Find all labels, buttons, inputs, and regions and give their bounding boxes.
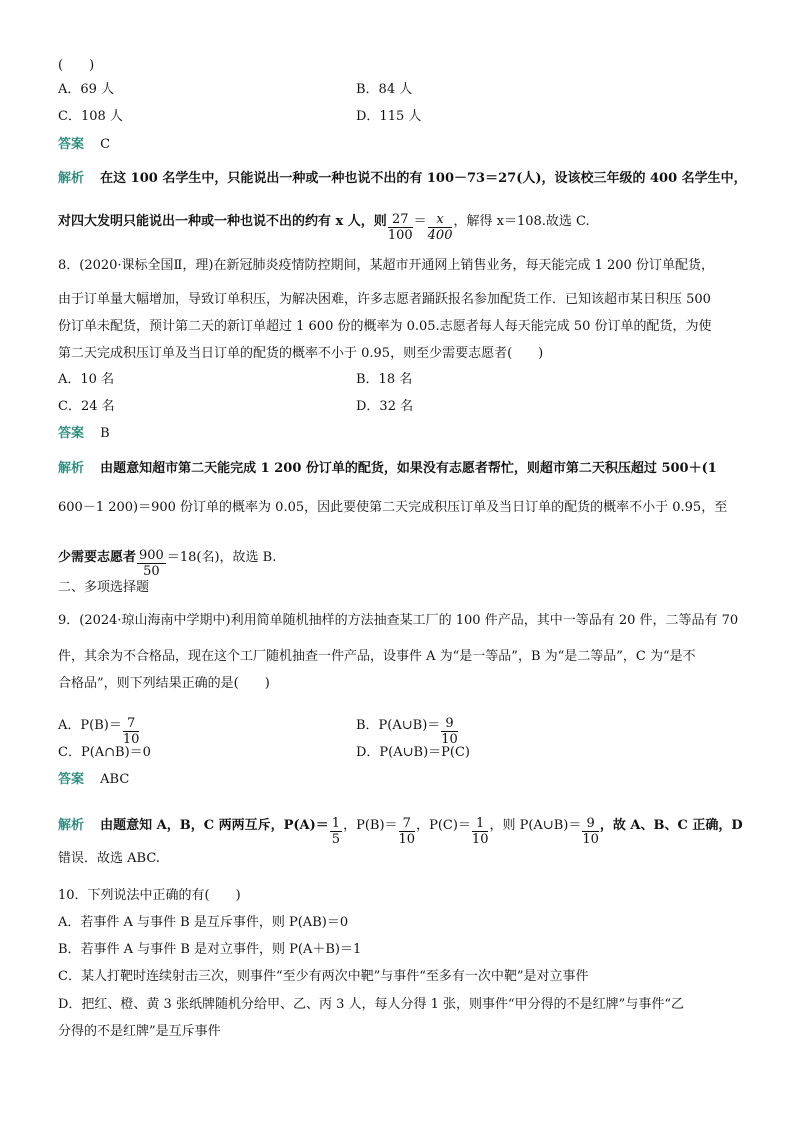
- q9-stem-line3: 合格品”，则下列结果正确的是( ): [58, 676, 270, 691]
- answer-label: 答案: [58, 137, 85, 152]
- fraction: [123, 716, 140, 747]
- solution-label: 解析: [58, 461, 85, 476]
- q8-option-b: B．18 名: [356, 372, 413, 387]
- q8-option-c: C．24 名: [58, 399, 115, 414]
- solution-text: ＝18(名)，故选 B.: [166, 550, 277, 565]
- q8-answer: [58, 426, 110, 442]
- q7-option-b: B．84 人: [356, 82, 413, 97]
- fraction-denominator: 10: [582, 832, 599, 847]
- fraction-denominator: 100: [387, 228, 413, 243]
- solution-text: ，故 A、B、C 正确，D: [599, 818, 743, 833]
- solution-text: 少需要志愿者: [58, 550, 137, 565]
- q7-solution-line1: [58, 171, 747, 187]
- q10-option-d-line1: D．把红、橙、黄 3 张纸牌随机分给甲、乙、丙 3 人，每人分得 1 张，则事件“甲分得的不是红牌”与事件“乙: [58, 997, 684, 1012]
- answer-value: C: [100, 137, 111, 152]
- fraction-numerator: 7: [399, 816, 416, 832]
- solution-text: ，P(C)＝: [416, 818, 471, 833]
- fraction-denominator: 10: [122, 732, 140, 747]
- fraction-numerator: 7: [123, 716, 140, 732]
- fraction-numerator: 9: [582, 816, 599, 832]
- q10-stem: 10．下列说法中正确的有( ): [58, 888, 241, 903]
- fraction-denominator: 5: [331, 832, 341, 847]
- q8-stem-line4: 第二天完成积压订单及当日订单的配货的概率不小于 0.95，则至少需要志愿者( ): [58, 346, 544, 361]
- q8-stem-line3: 份订单未配货，预计第二天的新订单超过 1 600 份的概率为 0.05.志愿者每人每天能完成 50 份订单的配货，为使: [58, 319, 712, 334]
- fraction: [441, 716, 458, 747]
- fraction: [472, 816, 489, 847]
- fraction-numerator: 1: [331, 816, 341, 831]
- solution-text: ，则 P(A∪B)＝: [489, 818, 582, 833]
- solution-text: 对四大发明只能说出一种或一种也说不出的约有 x 人，则: [58, 214, 387, 229]
- q9-stem-line1: 9．(2024·琼山海南中学期中)利用简单随机抽样的方法抽查某工厂的 100 件产品，其中一等品有 20 件，二等品有 70: [58, 613, 739, 628]
- q7-answer: [58, 137, 110, 153]
- fraction: [330, 816, 342, 847]
- q9-option-b: [356, 710, 459, 747]
- q9-option-c: C．P(A∩B)＝0: [58, 745, 151, 760]
- q9-answer: [58, 772, 129, 788]
- fraction: [582, 816, 599, 847]
- section-title: 二、多项选择题: [58, 580, 150, 595]
- option-text: A．P(B)＝: [58, 718, 122, 733]
- fraction: [388, 212, 413, 243]
- equals-sign: ＝: [413, 214, 427, 229]
- solution-text: ，解得 x＝108.故选 C.: [453, 214, 590, 229]
- fraction-denominator: 10: [471, 832, 489, 847]
- solution-text: 由题意知超市第二天能完成 1 200 份订单的配货，如果没有志愿者帮忙，则超市第二天积压超过 500＋(1: [100, 461, 717, 476]
- fraction-denominator: 400: [427, 228, 453, 243]
- q9-stem-line2: 件，其余为不合格品，现在这个工厂随机抽查一件产品，设事件 A 为“是一等品”，B 为“是二等品”，C 为“是不: [58, 649, 696, 664]
- q7-option-d: D．115 人: [356, 109, 422, 124]
- q7-option-c: C．108 人: [58, 109, 123, 124]
- q8-stem-line2: 由于订单量大幅增加，导致订单积压，为解决困难，许多志愿者踊跃报名参加配货工作．已知该超市某日积压 500: [58, 292, 711, 307]
- q7-option-a: A．69 人: [58, 82, 115, 97]
- q8-solution-line1: [58, 461, 717, 477]
- q7-solution-line2: [58, 206, 590, 243]
- fraction: [137, 548, 166, 579]
- q9-solution-line1: [58, 810, 743, 847]
- q10-option-d-line2: 分得的不是红牌”是互斥事件: [58, 1024, 221, 1039]
- fraction-numerator: x: [428, 212, 453, 228]
- fraction-numerator: 900: [139, 548, 164, 563]
- q10-option-b: B．若事件 A 与事件 B 是对立事件，则 P(A＋B)＝1: [58, 942, 362, 957]
- solution-text: ，P(B)＝: [343, 818, 398, 833]
- fraction: [399, 816, 416, 847]
- q10-option-c: C．某人打靶时连续射击三次，则事件“至少有两次中靶”与事件“至多有一次中靶”是对立事件: [58, 969, 589, 984]
- answer-label: 答案: [58, 772, 85, 787]
- q8-stem-line1: 8．(2020·课标全国Ⅱ，理)在新冠肺炎疫情防控期间，某超市开通网上销售业务，每天能完成 1 200 份订单配货，: [58, 258, 714, 273]
- q10-option-a: A．若事件 A 与事件 B 是互斥事件，则 P(AB)＝0: [58, 915, 349, 930]
- solution-text: 在这 100 名学生中，只能说出一种或一种也说不出的有 100－73＝27(人)，设该校三年级的 400 名学生中，: [100, 171, 747, 186]
- q8-solution-line2: 600－1 200)＝900 份订单的概率为 0.05，因此要使第二天完成积压订单及当日订单的配货的概率不小于 0.95，至: [58, 500, 728, 515]
- q9-solution-line2: 错误．故选 ABC.: [58, 851, 160, 866]
- q9-option-d: D．P(A∪B)＝P(C): [356, 745, 470, 760]
- fraction-denominator: 10: [398, 832, 416, 847]
- q8-solution-line3: [58, 542, 277, 579]
- solution-label: 解析: [58, 171, 85, 186]
- fraction-denominator: 50: [143, 564, 160, 579]
- fraction-denominator: 10: [441, 732, 458, 747]
- fraction-numerator: 27: [388, 212, 413, 228]
- answer-value: ABC: [100, 772, 130, 787]
- fraction-numerator: 9: [441, 716, 458, 732]
- option-text: B．P(A∪B)＝: [356, 718, 441, 733]
- q8-option-d: D．32 名: [356, 399, 414, 414]
- answer-value: B: [100, 426, 110, 441]
- solution-label: 解析: [58, 818, 85, 833]
- solution-text: 由题意知 A，B，C 两两互斥，P(A)＝: [100, 818, 329, 833]
- answer-label: 答案: [58, 426, 85, 441]
- q9-option-a: [58, 710, 140, 747]
- q8-option-a: A．10 名: [58, 372, 115, 387]
- q7-paren: ( ): [58, 58, 95, 73]
- fraction-numerator: 1: [472, 816, 489, 832]
- fraction: [428, 212, 453, 243]
